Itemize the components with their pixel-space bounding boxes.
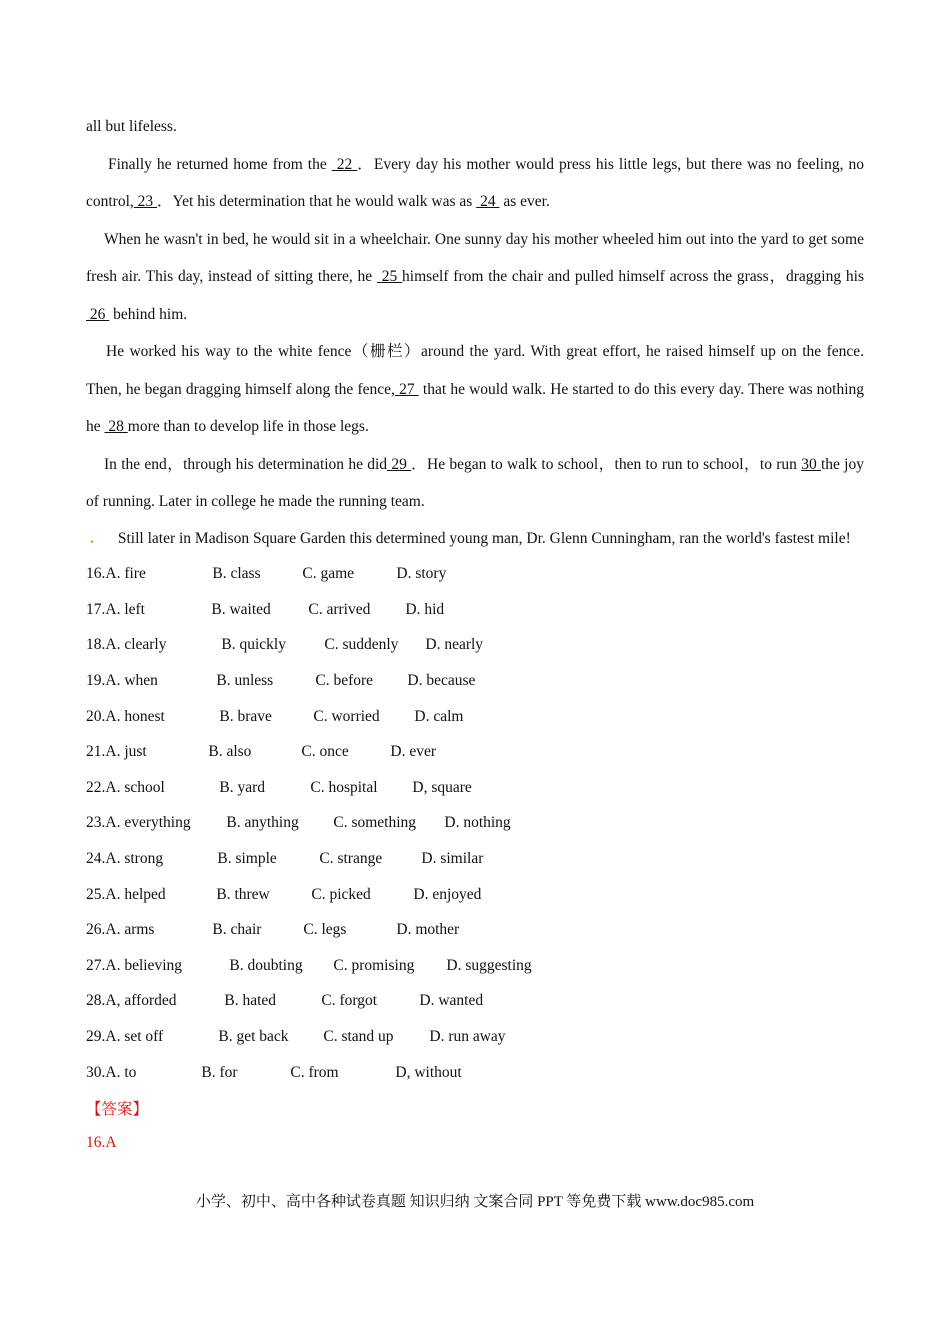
option-a: A. everything [105, 814, 191, 832]
option-c: C. picked [311, 885, 371, 903]
option-a: A. set off [105, 1028, 164, 1046]
option-c: C. legs [303, 921, 347, 939]
question-options-row [86, 557, 864, 593]
option-d: D. hid [405, 600, 445, 618]
option-c: C. stand up [323, 1028, 394, 1046]
document-page [86, 110, 864, 1160]
option-a: A. just [105, 743, 147, 761]
passage-text: that he would walk. He started to do this every day. There was nothing he [86, 380, 865, 435]
question-options-row [86, 984, 864, 1020]
option-b: B. get back [218, 1028, 289, 1046]
question-options-row [86, 912, 864, 948]
blank-25: 25 [376, 268, 403, 285]
blank-23: 23 [133, 193, 158, 210]
passage-paragraph-3 [86, 333, 864, 446]
question-number: 22. [86, 778, 106, 796]
passage-text: When he wasn't in bed, he would sit in a wheelchair. One sunny day his mother wheeled him out into the yard to get some fresh air. This day, instead of sitting there, he [86, 230, 864, 285]
blank-28: 28 [104, 418, 128, 435]
passage-text: He worked his way to the white fence（栅栏）around the yard. With great effort, he raised himself up on the fence. Then, he began dragging himself along the fence, [86, 343, 864, 398]
option-b: B. simple [217, 850, 277, 868]
option-d: D. because [407, 672, 476, 690]
passage-paragraph-1 [86, 146, 864, 221]
option-d: D, without [395, 1063, 462, 1081]
option-c: C. strange [319, 850, 383, 868]
question-options-row [86, 734, 864, 770]
option-b: B. doubting [229, 956, 303, 974]
passage-text: the joy of running. Later in college he made the running team. [86, 455, 864, 510]
option-a: A. school [105, 778, 165, 796]
passage-text: In the end，through his determination he did [104, 455, 388, 473]
passage-text: more than to develop life in those legs. [127, 418, 369, 435]
answer-item: 16.A [86, 1134, 117, 1152]
option-b: B. yard [219, 778, 266, 796]
passage-text: himself from the chair and pulled himself across the grass，dragging his [402, 268, 864, 285]
question-number: 18. [86, 636, 106, 654]
question-number: 21. [86, 743, 106, 761]
option-c: C. from [290, 1063, 339, 1081]
option-d: D. nearly [425, 636, 484, 654]
option-c: C. arrived [308, 600, 371, 618]
question-number: 25. [86, 885, 106, 903]
question-options-row [86, 699, 864, 735]
question-number: 20. [86, 707, 106, 725]
option-c: C. forgot [321, 992, 378, 1010]
question-options-row [86, 948, 864, 984]
option-d: D. ever [390, 743, 436, 761]
question-number: 17. [86, 600, 106, 618]
blank-24: 24 [476, 193, 500, 210]
passage-text: ．Yet his determination that he would walk was as [157, 193, 477, 210]
option-b: B. hated [224, 992, 277, 1010]
option-c: C. game [302, 565, 355, 583]
passage-paragraph-4 [86, 446, 864, 520]
option-b: B. unless [216, 672, 274, 690]
option-c: C. hospital [310, 778, 378, 796]
blank-29: 29 [387, 455, 412, 473]
question-number: 26. [86, 921, 106, 939]
option-b: B. threw [216, 885, 270, 903]
option-d: D. nothing [444, 814, 511, 832]
question-options-row [86, 770, 864, 806]
question-options-row [86, 592, 864, 628]
option-c: C. worried [313, 707, 380, 725]
option-d: D. suggesting [446, 956, 532, 974]
option-a: A. left [105, 600, 145, 618]
passage-text: as ever. [499, 193, 550, 210]
bullet-dot: . [90, 529, 94, 547]
question-number: 24. [86, 850, 106, 868]
option-d: D, square [412, 778, 472, 796]
option-b: B. class [212, 565, 261, 583]
option-a: A. clearly [105, 636, 167, 654]
blank-30: 30 [801, 455, 821, 473]
option-a: A, afforded [105, 992, 177, 1010]
option-d: D. run away [429, 1028, 506, 1046]
question-number: 30. [86, 1063, 106, 1081]
question-number: 23. [86, 814, 106, 832]
passage-paragraph-2 [86, 221, 864, 334]
option-a: A. arms [105, 921, 155, 939]
question-number: 16. [86, 565, 106, 583]
question-number: 29. [86, 1028, 106, 1046]
answer-heading: 【答案】 [86, 1101, 149, 1119]
passage-text: ．He began to walk to school，then to run to school，to run [411, 455, 802, 473]
option-a: A. when [105, 672, 158, 690]
option-a: A. honest [105, 707, 165, 725]
question-options-row [86, 628, 864, 664]
page-footer: 小学、初中、高中各种试卷真题 知识归纳 文案合同 PPT 等免费下载 www.doc985.com [195, 1194, 755, 1210]
blank-26: 26 [86, 305, 110, 323]
option-d: D. calm [414, 707, 464, 725]
option-b: B. for [201, 1063, 238, 1081]
option-b: B. quickly [221, 636, 286, 654]
question-options-row [86, 806, 864, 842]
blank-27: 27 [394, 380, 419, 398]
passage-text: all but lifeless. [86, 118, 177, 135]
blank-22: 22 [331, 155, 358, 173]
question-number: 27. [86, 956, 106, 974]
option-a: A. believing [105, 956, 182, 974]
option-c: C. suddenly [324, 636, 399, 654]
question-options-row [86, 841, 864, 877]
option-b: B. chair [212, 921, 262, 939]
option-b: B. brave [219, 707, 272, 725]
question-number: 19. [86, 672, 106, 690]
option-c: C. once [301, 743, 349, 761]
question-options-row [86, 877, 864, 913]
question-options-row [86, 663, 864, 699]
passage-paragraph-5 [86, 520, 864, 557]
option-c: C. something [333, 814, 417, 832]
option-d: D. wanted [419, 992, 484, 1010]
passage-text: Still later in Madison Square Garden this determined young man, Dr. Glenn Cunningham, ran the world's fastest mile! [117, 529, 851, 547]
passage-text: ．Every day his mother would press his little legs, but there was no feeling, no control, [86, 155, 864, 210]
option-b: B. waited [211, 600, 271, 618]
question-options-row [86, 1055, 864, 1091]
option-c: C. before [315, 672, 374, 690]
option-d: D. similar [421, 850, 484, 868]
options-list [86, 557, 864, 1091]
option-a: A. to [105, 1063, 137, 1081]
passage-text: Finally he returned home from the [108, 155, 332, 173]
option-c: C. promising [333, 956, 415, 974]
option-b: B. also [208, 743, 252, 761]
question-number: 28. [86, 992, 106, 1010]
question-options-row [86, 1019, 864, 1055]
option-b: B. anything [226, 814, 299, 832]
option-d: D. enjoyed [413, 885, 482, 903]
option-a: A. helped [105, 885, 166, 903]
passage-text: behind him. [109, 305, 188, 323]
option-a: A. fire [105, 565, 146, 583]
option-d: D. mother [396, 921, 460, 939]
passage-line-p0 [86, 108, 864, 146]
option-a: A. strong [105, 850, 164, 868]
option-d: D. story [396, 565, 447, 583]
